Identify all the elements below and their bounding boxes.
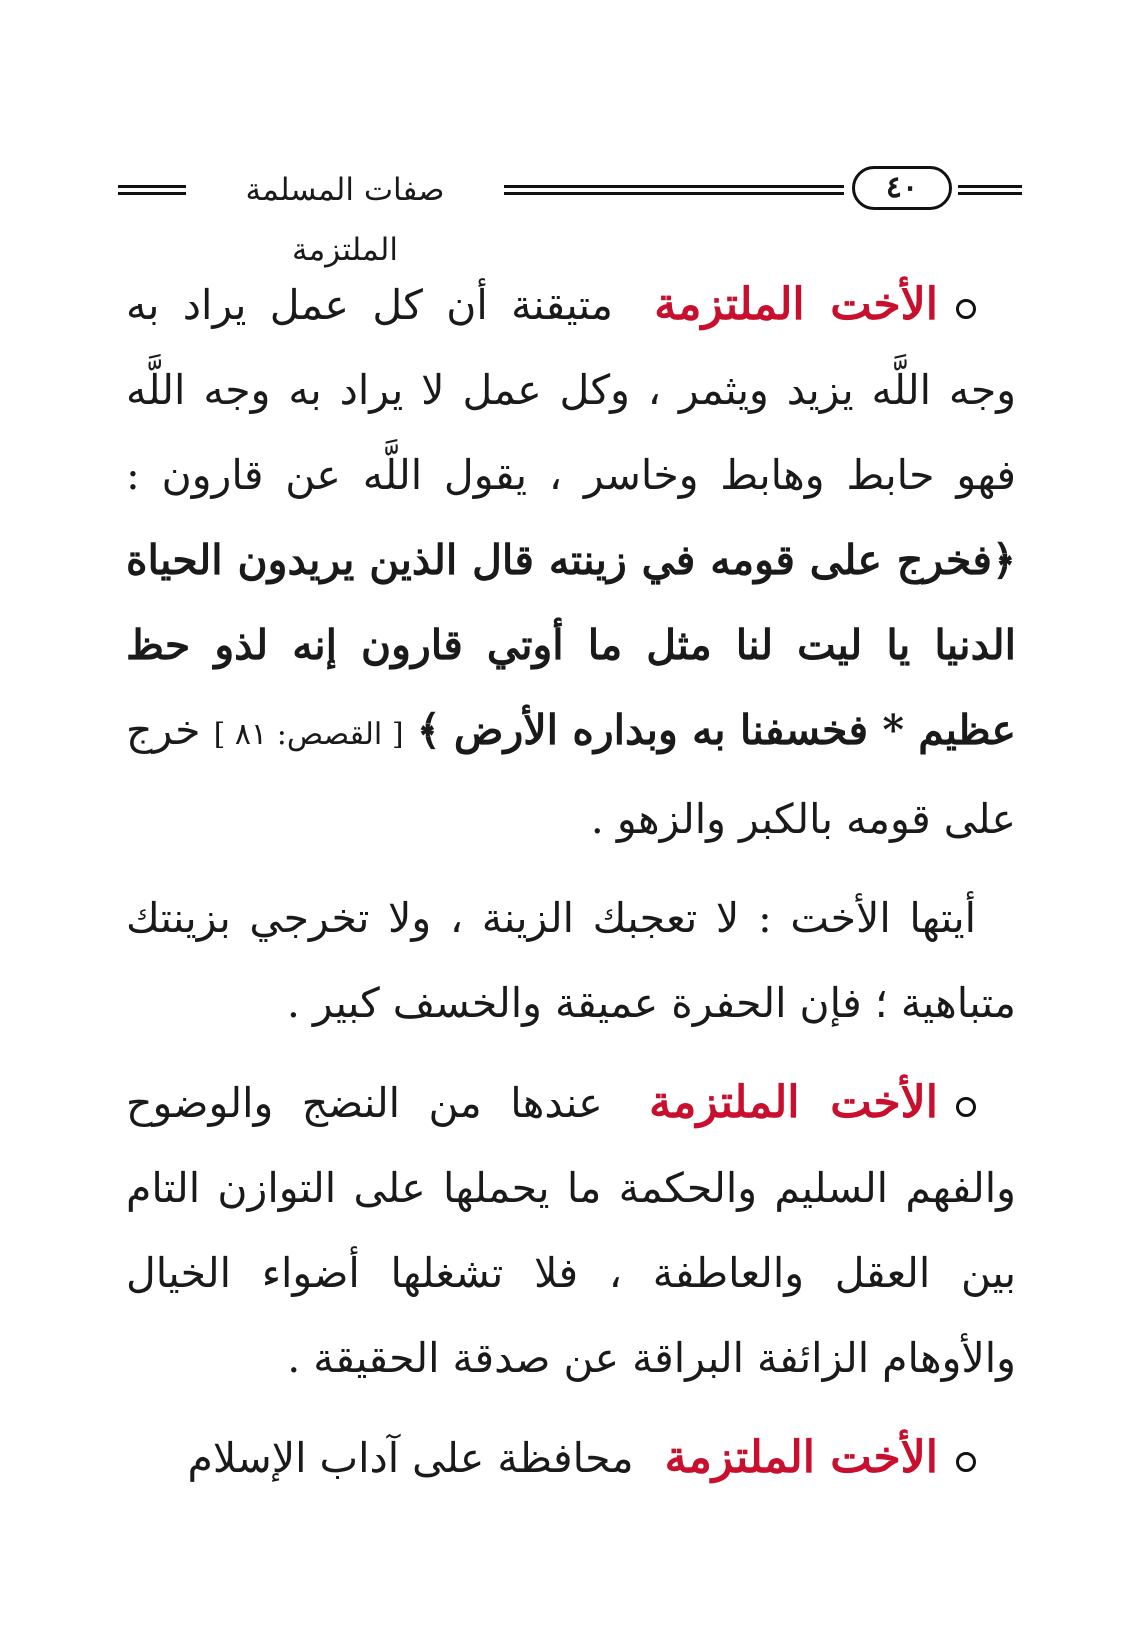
header-rule-right: [958, 185, 1022, 195]
header-rule-middle: [504, 185, 844, 195]
page-header: [118, 160, 1022, 268]
paragraph-text: متيقنة أن كل عمل يراد به وجه اللَّه يزيد ويثمر ، وكل عمل لا يراد به وجه اللَّه فهو حابط وهابط وخاسر ، يقول اللَّه عن قارون :: [126, 281, 1016, 499]
paragraph-text: عندها من النضج والوضوح والفهم السليم والحكمة ما يحملها على التوازن التام بين العقل والعاطفة ، فلا تشغلها أضواء الخيال والأوهام الزائفة البراقة عن صدقة الحقيقة .: [126, 1079, 1016, 1382]
quran-close-bracket: ﴾: [416, 706, 441, 754]
paragraph-text: أيتها الأخت : لا تعجبك الزينة ، ولا تخرجي بزينتك متباهية ؛ فإن الحفرة عميقة والخسف كبير .: [126, 894, 1016, 1027]
circle-bullet-icon: [956, 299, 976, 319]
verse-citation: [ القصص: ٨١ ]: [213, 717, 404, 752]
paragraph-1: [126, 262, 1016, 862]
page-number: ٤٠: [852, 166, 952, 210]
circle-bullet-icon: [956, 1097, 976, 1117]
header-rule-left: [118, 185, 186, 195]
keyword-heading: الأخت الملتزمة: [664, 1432, 938, 1483]
paragraph-text-continued: خرج على قومه بالكبر والزهو .: [126, 706, 1016, 843]
keyword-heading: الأخت الملتزمة: [649, 1077, 938, 1128]
paragraph-4: [126, 1415, 1016, 1501]
paragraph-text: محافظة على آداب الإسلام: [187, 1434, 634, 1482]
paragraph-3: [126, 1060, 1016, 1401]
page-body: [126, 262, 1016, 1501]
quran-verse: فخرج على قومه في زينته قال الذين يريدون الحياة الدنيا يا ليت لنا مثل ما أوتي قارون إنه لذو حظ عظيم * فخسفنا به وبداره الأرض: [126, 536, 1017, 754]
paragraph-2: [126, 876, 1016, 1046]
running-title: صفات المسلمة الملتزمة: [245, 172, 445, 268]
keyword-heading: الأخت الملتزمة: [654, 279, 938, 330]
quran-open-bracket: ﴿: [991, 536, 1016, 584]
circle-bullet-icon: [956, 1452, 976, 1472]
